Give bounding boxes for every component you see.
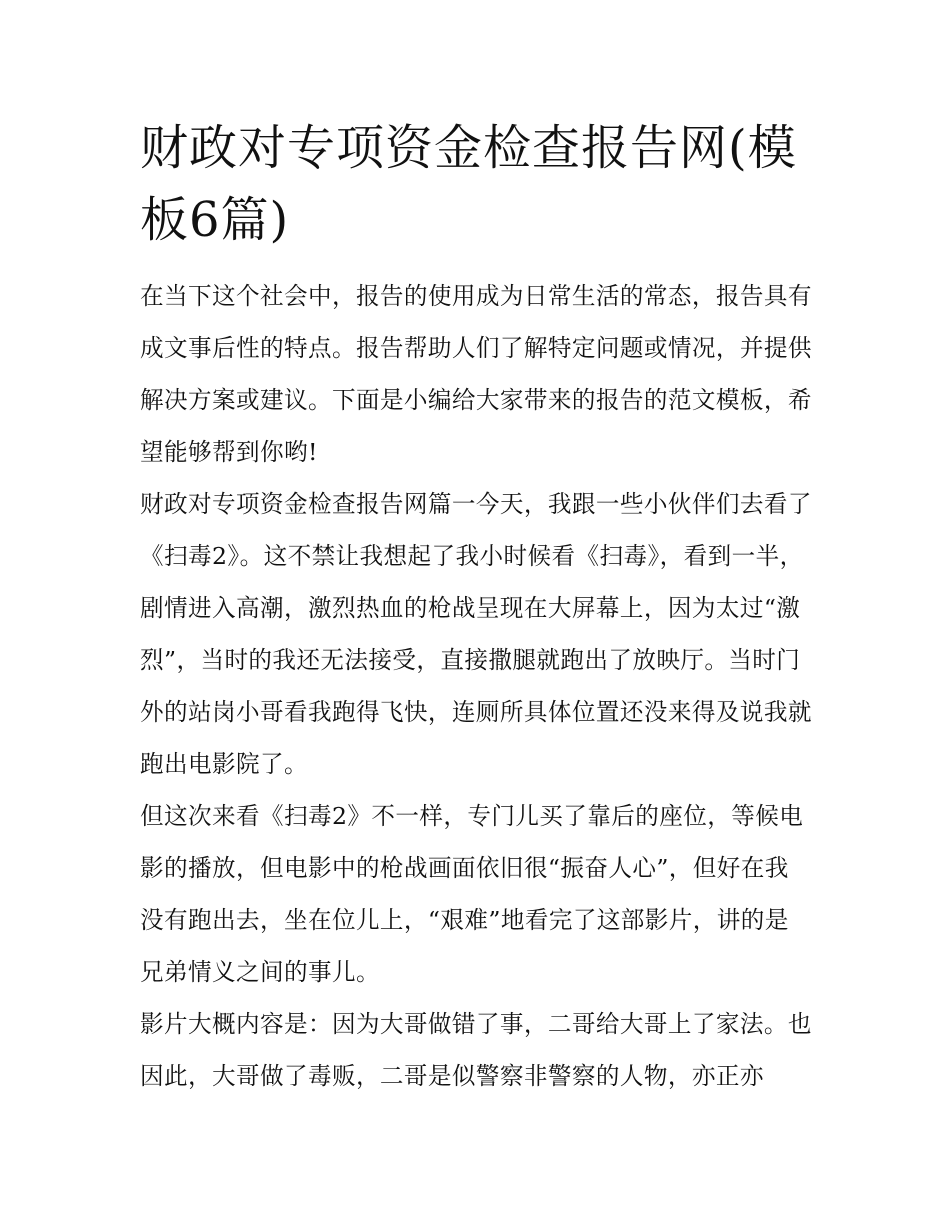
paragraph-1: 财政对专项资金检查报告网篇一今天，我跟一些小伙伴们去看了《扫毒2》。这不禁让我想起了我小时候看《扫毒》，看到一半，剧情进入高潮，激烈热血的枪战呈现在大屏幕上，因为太过“激烈”，当时的我还无法接受，直接撒腿就跑出了放映厅。当时门外的站岗小哥看我跑得飞快，连厕所具体位置还没来得及说我就跑出电影院了。 <box>140 490 812 778</box>
paragraph-intro: 在当下这个社会中，报告的使用成为日常生活的常态，报告具有成文事后性的特点。报告帮助人们了解特定问题或情况，并提供解决方案或建议。下面是小编给大家带来的报告的范文模板，希望能够帮到你哟! <box>140 282 812 466</box>
paragraph-2: 但这次来看《扫毒2》不一样，专门儿买了靠后的座位，等候电影的播放，但电影中的枪战画面依旧很“振奋人心”，但好在我没有跑出去，坐在位儿上，“艰难”地看完了这部影片，讲的是兄弟情义之间的事儿。 <box>140 802 804 986</box>
document-title: 财政对专项资金检查报告网(模板6篇) <box>140 120 797 248</box>
paragraph-3: 影片大概内容是：因为大哥做错了事，二哥给大哥上了家法。也因此，大哥做了毒贩，二哥是似警察非警察的人物，亦正亦 <box>140 1010 812 1090</box>
document-body <box>140 112 812 1102</box>
